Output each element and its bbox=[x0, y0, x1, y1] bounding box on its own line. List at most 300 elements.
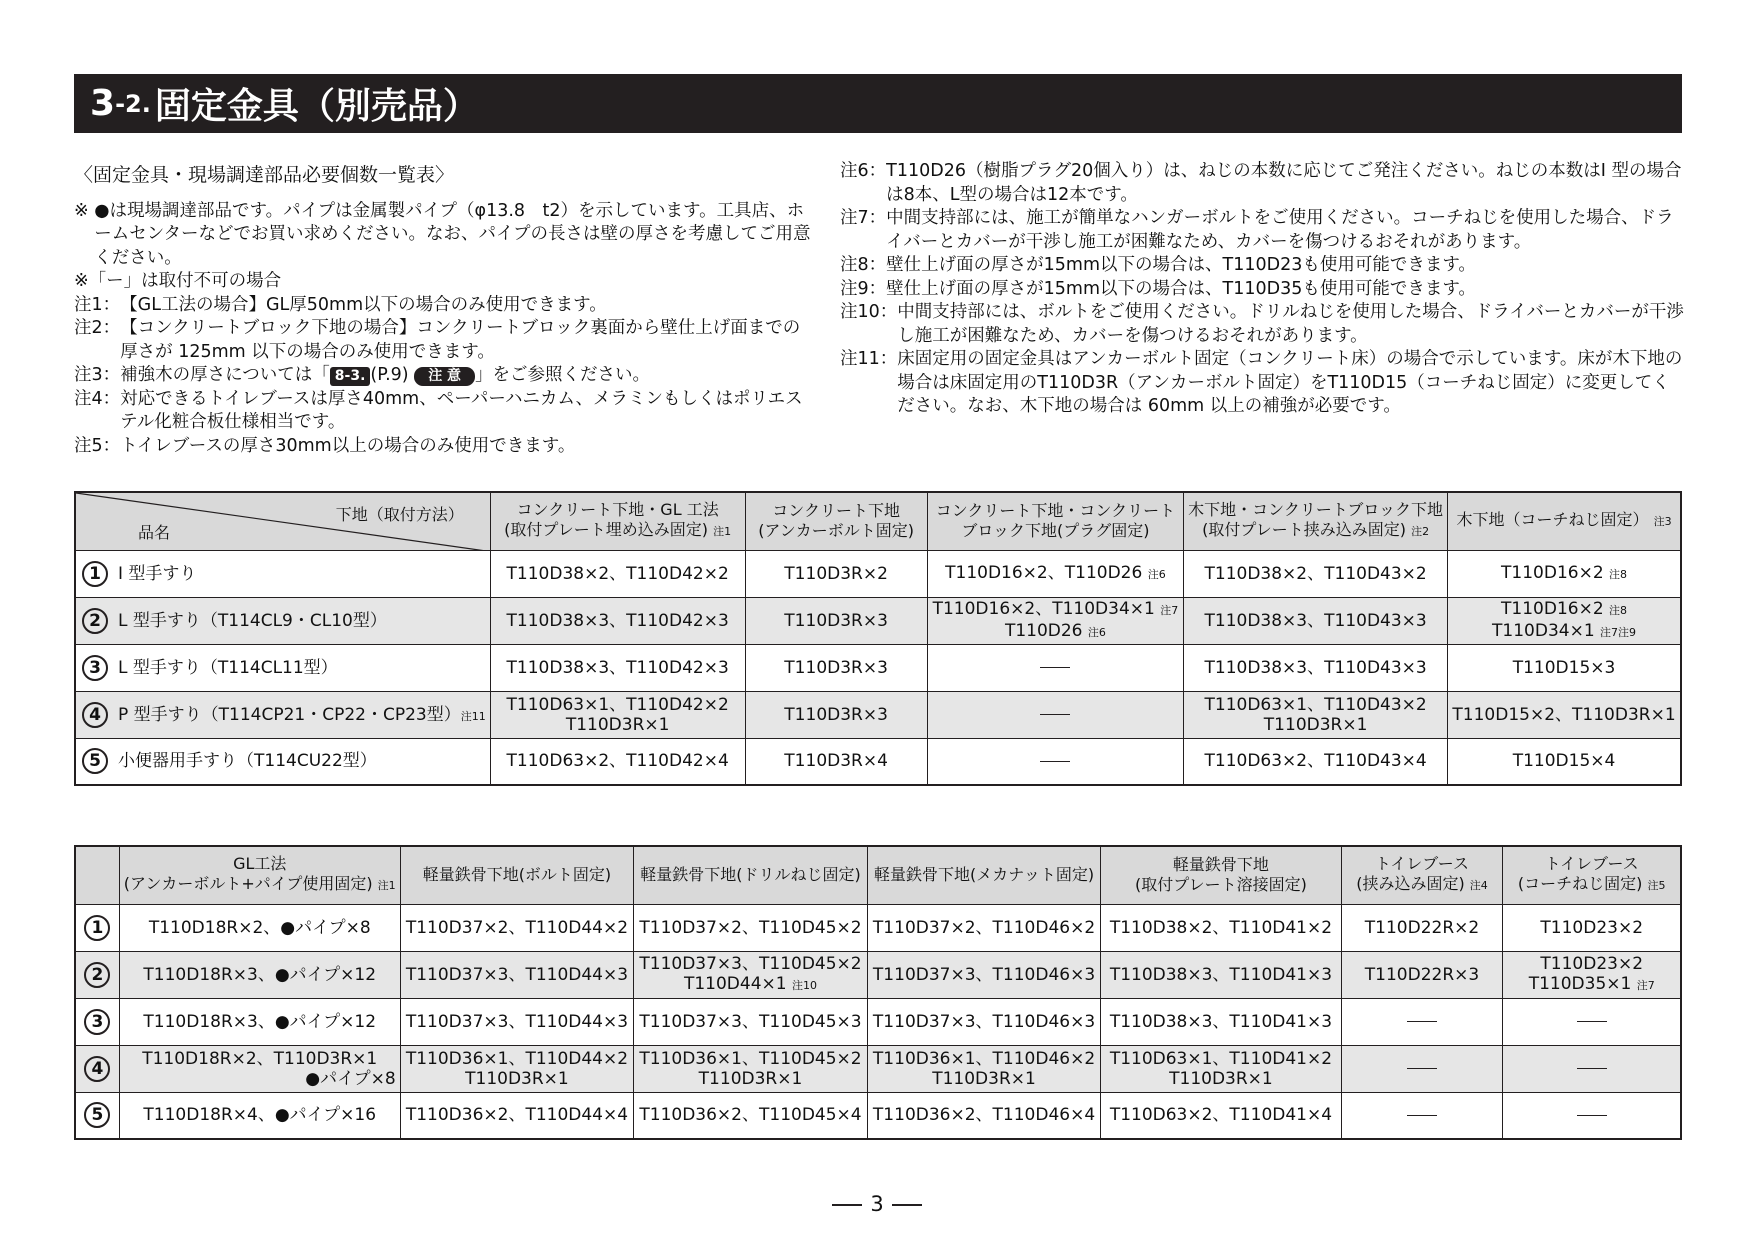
note-1 bbox=[74, 294, 814, 318]
parts-cell bbox=[745, 691, 927, 738]
parts-line: T110D18R×4、●パイプ×16 bbox=[143, 1105, 377, 1126]
dash-mark bbox=[1040, 714, 1070, 715]
parts-cell bbox=[119, 1045, 400, 1092]
parts-line bbox=[638, 974, 863, 996]
header-line-2 bbox=[1188, 520, 1443, 542]
parts-text: T110D26 bbox=[1004, 620, 1083, 641]
parts-cell bbox=[119, 1092, 400, 1139]
note-text: ●は現場調達部品です。パイプは金属製パイプ（φ13.8 t2）を示しています。工具店、ホームセンターなどでお買い求めください。なお、パイプの長さは壁の厚さを考慮してご用意ください。 bbox=[94, 200, 811, 268]
parts-line: T110D38×3、T110D41×3 bbox=[1109, 1011, 1333, 1032]
parts-cell bbox=[745, 550, 927, 597]
note-text: T110D26（樹脂プラグ20個入り）は、ねじの本数に応じてご発注ください。ねじの本数はI 型の場合は8本、L型の場合は12本です。 bbox=[886, 161, 1682, 205]
header-text: (挟み込み固定) bbox=[1356, 874, 1465, 894]
parts-text: T110D15×3 bbox=[1512, 657, 1616, 678]
table-row bbox=[75, 998, 1681, 1045]
header-line-2 bbox=[932, 521, 1180, 541]
parts-cell bbox=[1101, 904, 1341, 951]
parts-line: T110D36×2、T110D45×4 bbox=[639, 1105, 862, 1126]
product-name-cell bbox=[75, 644, 490, 691]
row-number-badge: 1 bbox=[84, 915, 110, 941]
parts-cell bbox=[490, 597, 745, 644]
header-text: (取付プレート溶接固定) bbox=[1135, 875, 1307, 895]
parts-line bbox=[1452, 705, 1676, 725]
note-text: トイレブースの厚さ30mm以上の場合のみ使用できます。 bbox=[120, 435, 576, 456]
parts-line bbox=[872, 1069, 1097, 1089]
parts-cell bbox=[400, 904, 634, 951]
parts-line: T110D38×3、T110D42×3 bbox=[506, 610, 729, 631]
header-text: ブロック下地(プラグ固定) bbox=[961, 521, 1150, 541]
column-header bbox=[867, 846, 1101, 904]
parts-cell bbox=[867, 904, 1101, 951]
table-row bbox=[75, 1092, 1681, 1139]
parts-cell bbox=[1184, 644, 1448, 691]
parts-cell bbox=[1184, 597, 1448, 644]
parts-line: T110D36×1、T110D45×2 bbox=[639, 1048, 862, 1069]
header-line-1 bbox=[1507, 854, 1676, 874]
dash-mark bbox=[1407, 1115, 1437, 1116]
parts-line: T110D36×2、T110D46×4 bbox=[872, 1105, 1096, 1126]
header-line-1 bbox=[638, 865, 863, 885]
dash-mark bbox=[1040, 667, 1070, 668]
parts-cell bbox=[1448, 597, 1681, 644]
note-text: ※「ー」は取付不可の場合 bbox=[74, 271, 282, 291]
parts-line: T110D38×2、T110D41×2 bbox=[1109, 917, 1333, 938]
table-row bbox=[75, 738, 1681, 785]
parts-cell bbox=[867, 998, 1101, 1045]
table-row bbox=[75, 691, 1681, 738]
parts-line: T110D18R×2、T110D3R×1 bbox=[142, 1048, 378, 1069]
corner-header bbox=[75, 492, 490, 550]
note-label: 注2： bbox=[74, 318, 121, 338]
header-text: トイレブース bbox=[1375, 854, 1469, 874]
row-number-cell bbox=[75, 1045, 119, 1092]
note-ref: 注1 bbox=[377, 879, 396, 893]
row-number-badge: 5 bbox=[82, 748, 108, 774]
parts-line: T110D38×3、T110D43×3 bbox=[1204, 657, 1427, 678]
product-name-cell bbox=[75, 691, 490, 738]
parts-cell bbox=[634, 951, 868, 998]
not-applicable-cell bbox=[927, 691, 1184, 738]
not-applicable-cell bbox=[927, 738, 1184, 785]
page-dash-left bbox=[832, 1204, 862, 1206]
product-name: L 型手すり（T114CL11型） bbox=[118, 657, 338, 678]
parts-text: T110D16×2、T110D34×1 bbox=[932, 598, 1155, 619]
parts-cell bbox=[1448, 738, 1681, 785]
parts-line: T110D63×1、T110D41×2 bbox=[1109, 1048, 1333, 1069]
note-text: 対応できるトイレブースは厚さ40mm、ペーパーハニカム、メラミンもしくはポリエステル化粧合板仕様相当です。 bbox=[120, 388, 803, 432]
row-number-badge: 1 bbox=[82, 561, 108, 587]
parts-cell bbox=[119, 998, 400, 1045]
header-text: 軽量鉄骨下地(メカナット固定) bbox=[873, 865, 1095, 885]
parts-text: T110D3R×1 bbox=[465, 1068, 569, 1089]
header-line-1 bbox=[750, 501, 923, 521]
product-name-cell bbox=[75, 738, 490, 785]
note-right-7 bbox=[840, 207, 1685, 254]
parts-line bbox=[932, 563, 1180, 585]
note-3 bbox=[74, 364, 814, 388]
not-applicable-cell bbox=[1503, 1092, 1681, 1139]
row-number-badge: 4 bbox=[84, 1056, 110, 1082]
parts-cell bbox=[1448, 550, 1681, 597]
row-number-badge: 5 bbox=[84, 1102, 110, 1128]
note-dash-meaning bbox=[74, 270, 814, 294]
parts-line: T110D63×2、T110D43×4 bbox=[1204, 751, 1427, 772]
header-line-1 bbox=[124, 854, 396, 874]
parts-line: T110D3R×3 bbox=[784, 657, 888, 678]
not-applicable-cell bbox=[1341, 1045, 1503, 1092]
dash-mark bbox=[1577, 1115, 1607, 1116]
note-label: 注4： bbox=[74, 388, 121, 409]
row-number-badge: 2 bbox=[82, 608, 108, 634]
row-number-cell bbox=[75, 998, 119, 1045]
note-asterisk bbox=[74, 200, 814, 271]
dash-mark bbox=[1577, 1021, 1607, 1022]
header-line-1 bbox=[1105, 855, 1336, 875]
parts-line bbox=[1452, 751, 1676, 771]
header-line-2 bbox=[1105, 875, 1336, 895]
page-ref: (P.9) bbox=[370, 365, 409, 385]
row-number-cell bbox=[75, 904, 119, 951]
note-ref: 注3 bbox=[1653, 515, 1672, 529]
parts-line bbox=[932, 599, 1180, 621]
parts-line bbox=[1452, 563, 1676, 585]
note-right-6 bbox=[840, 160, 1685, 207]
parts-line bbox=[1507, 974, 1676, 996]
note-ref: 注10 bbox=[792, 978, 817, 992]
parts-cell bbox=[1341, 904, 1503, 951]
header-line-1 bbox=[495, 500, 741, 520]
column-header bbox=[400, 846, 634, 904]
note3-post: 」をご参照ください。 bbox=[475, 365, 651, 385]
note-text: 【GL工法の場合】GL厚50mm以下の場合のみ使用できます。 bbox=[120, 294, 607, 315]
parts-text: T110D3R×1 bbox=[932, 1068, 1036, 1089]
parts-line bbox=[405, 1069, 630, 1089]
parts-line: T110D63×2、T110D42×4 bbox=[506, 751, 729, 772]
note-right-8 bbox=[840, 254, 1685, 278]
header-line-1 bbox=[1188, 500, 1443, 520]
parts-cell bbox=[927, 597, 1184, 644]
parts-line: T110D36×1、T110D46×2 bbox=[872, 1048, 1096, 1069]
note-right-9 bbox=[840, 278, 1685, 302]
parts-line: T110D38×3、T110D42×3 bbox=[506, 657, 729, 678]
row-number-badge: 4 bbox=[82, 702, 108, 728]
parts-line bbox=[932, 621, 1180, 643]
parts-cell bbox=[1101, 951, 1341, 998]
list-heading: 〈固定金具・現場調達部品必要個数一覧表〉 bbox=[74, 164, 455, 186]
note-label: 注9： bbox=[840, 278, 887, 299]
column-header bbox=[490, 492, 745, 550]
parts-line: T110D3R×3 bbox=[784, 610, 888, 631]
column-header bbox=[1448, 492, 1681, 550]
header-text: 木下地・コンクリートブロック下地 bbox=[1188, 500, 1444, 520]
dash-mark bbox=[1407, 1068, 1437, 1069]
note-label: ※ bbox=[74, 200, 95, 221]
column-header bbox=[1101, 846, 1341, 904]
row-number-cell bbox=[75, 1092, 119, 1139]
header-text: (アンカーボルト固定) bbox=[758, 521, 915, 541]
dash-mark bbox=[1040, 761, 1070, 762]
note-ref: 注1 bbox=[713, 525, 732, 539]
parts-line: T110D36×1、T110D44×2 bbox=[405, 1048, 629, 1069]
dash-mark bbox=[1577, 1068, 1607, 1069]
note-label: 注10： bbox=[840, 302, 898, 322]
parts-text: ●パイプ×8 bbox=[305, 1068, 396, 1089]
column-header bbox=[119, 846, 400, 904]
product-name: L 型手すり（T114CL9・CL10型） bbox=[118, 610, 387, 631]
parts-line: T110D3R×4 bbox=[784, 751, 888, 772]
table-row bbox=[75, 550, 1681, 597]
parts-line: T110D38×3、T110D43×3 bbox=[1204, 610, 1427, 631]
note-label: 注11： bbox=[840, 349, 898, 369]
note-ref: 注8 bbox=[1609, 567, 1628, 581]
parts-cell bbox=[119, 951, 400, 998]
note-ref: 注7 bbox=[1160, 603, 1179, 617]
note-ref: 注4 bbox=[1469, 879, 1488, 893]
fixture-table-1 bbox=[74, 491, 1682, 786]
header-line-1 bbox=[1346, 854, 1499, 874]
note-right-11 bbox=[840, 348, 1685, 419]
parts-text: T110D44×1 bbox=[683, 973, 787, 994]
note-ref: 注6 bbox=[1087, 625, 1106, 639]
parts-cell bbox=[1184, 691, 1448, 738]
header-line-2 bbox=[1507, 874, 1676, 896]
parts-text: T110D35×1 bbox=[1528, 973, 1632, 994]
note-text bbox=[120, 364, 814, 388]
column-header bbox=[1503, 846, 1681, 904]
parts-line: T110D23×2 bbox=[1540, 953, 1644, 974]
parts-line: T110D37×3、T110D46×3 bbox=[872, 964, 1096, 985]
row-number-badge: 3 bbox=[84, 1009, 110, 1035]
page-number bbox=[0, 1192, 1754, 1216]
header-text: 軽量鉄骨下地 bbox=[1172, 855, 1269, 875]
header-line-1 bbox=[932, 501, 1180, 521]
parts-line bbox=[1452, 658, 1676, 678]
parts-cell bbox=[490, 644, 745, 691]
parts-line: T110D37×2、T110D46×2 bbox=[872, 917, 1096, 938]
column-header bbox=[634, 846, 868, 904]
header-text: (アンカーボルト+パイプ使用固定) bbox=[123, 874, 373, 894]
parts-text: T110D15×4 bbox=[1512, 751, 1616, 772]
header-text: 木下地（コーチねじ固定） bbox=[1456, 510, 1649, 530]
parts-cell bbox=[867, 1092, 1101, 1139]
note-text: 床固定用の固定金具はアンカーボルト固定（コンクリート床）の場合で示しています。床が木下地の場合は床固定用のT110D3R（アンカーボルト固定）をT110D15（コーチねじ固定）に変更してください。なお、木下地の場合は 60mm 以上の補強が必要です。 bbox=[897, 349, 1683, 416]
header-line-2 bbox=[750, 521, 923, 541]
parts-text: T110D34×1 bbox=[1492, 620, 1595, 641]
table-row bbox=[75, 951, 1681, 998]
parts-cell bbox=[927, 550, 1184, 597]
parts-cell bbox=[634, 1092, 868, 1139]
table-row bbox=[75, 597, 1681, 644]
note-ref: 注2 bbox=[1411, 525, 1430, 539]
parts-line: T110D38×2、T110D42×2 bbox=[506, 563, 729, 584]
parts-text: T110D15×2、T110D3R×1 bbox=[1452, 704, 1676, 725]
header-text: (コーチねじ固定) bbox=[1517, 874, 1643, 894]
note-text: 壁仕上げ面の厚さが15mm以下の場合は、T110D23も使用可能できます。 bbox=[886, 255, 1476, 275]
header-text: (取付プレート埋め込み固定) bbox=[504, 520, 709, 540]
header-text: GL工法 bbox=[233, 854, 287, 874]
parts-cell bbox=[400, 1092, 634, 1139]
parts-line: T110D37×3、T110D44×3 bbox=[405, 964, 629, 985]
note-label: 注3： bbox=[74, 365, 121, 385]
not-applicable-cell bbox=[1503, 998, 1681, 1045]
parts-cell bbox=[634, 1045, 868, 1092]
notes-right bbox=[840, 160, 1685, 419]
column-header bbox=[1184, 492, 1448, 550]
note-ref: 注5 bbox=[1647, 879, 1666, 893]
note-5 bbox=[74, 435, 814, 459]
parts-cell bbox=[634, 998, 868, 1045]
parts-line: T110D18R×3、●パイプ×12 bbox=[143, 1011, 377, 1032]
section-title: 固定金具（別売品） bbox=[154, 86, 479, 127]
product-name-cell bbox=[75, 550, 490, 597]
parts-text: T110D16×2 bbox=[1501, 598, 1604, 619]
header-line-1 bbox=[1452, 510, 1676, 532]
parts-cell bbox=[1448, 644, 1681, 691]
note-right-10 bbox=[840, 301, 1685, 348]
note-label: 注5： bbox=[74, 435, 121, 456]
parts-cell bbox=[1101, 1092, 1341, 1139]
parts-cell bbox=[1448, 691, 1681, 738]
parts-text: T110D16×2 bbox=[1501, 562, 1604, 583]
header-text: 軽量鉄骨下地(ドリルねじ固定) bbox=[640, 865, 861, 885]
parts-line: T110D3R×1 bbox=[565, 714, 670, 735]
parts-line: T110D18R×3、●パイプ×12 bbox=[143, 964, 377, 985]
parts-line: T110D3R×1 bbox=[1263, 714, 1368, 735]
parts-cell bbox=[119, 904, 400, 951]
section-ref-badge: 8-3. bbox=[330, 367, 371, 386]
parts-cell bbox=[400, 1045, 634, 1092]
product-name: P 型手すり（T114CP21・CP22・CP23型） bbox=[118, 704, 461, 725]
parts-line: T110D37×2、T110D45×2 bbox=[639, 917, 862, 938]
section-number: 3 bbox=[90, 83, 116, 124]
parts-cell bbox=[490, 738, 745, 785]
parts-line: T110D22R×3 bbox=[1364, 964, 1480, 985]
parts-cell bbox=[400, 951, 634, 998]
parts-cell bbox=[1101, 1045, 1341, 1092]
note-text: 【コンクリートブロック下地の場合】コンクリートブロック裏面から壁仕上げ面までの厚さが 125mm 以下の場合のみ使用できます。 bbox=[120, 318, 801, 362]
header-text: 軽量鉄骨下地(ボルト固定) bbox=[422, 865, 612, 885]
corner-top-label: 下地（取付方法） bbox=[335, 505, 464, 524]
parts-cell bbox=[490, 691, 745, 738]
note-ref: 注6 bbox=[1147, 567, 1166, 581]
section-title-bar bbox=[74, 74, 1682, 133]
row-number-badge: 3 bbox=[82, 655, 108, 681]
caution-badge: 注 意 bbox=[414, 367, 475, 386]
column-header bbox=[1341, 846, 1503, 904]
header-text: トイレブース bbox=[1544, 854, 1639, 874]
section-subnumber: -2. bbox=[115, 89, 151, 118]
parts-line: T110D38×3、T110D41×3 bbox=[1109, 964, 1333, 985]
header-line-2 bbox=[124, 874, 396, 896]
note-ref: 注7 bbox=[1636, 978, 1655, 992]
note-ref: 注8 bbox=[1609, 603, 1628, 617]
parts-cell bbox=[1184, 738, 1448, 785]
note-text: 壁仕上げ面の厚さが15mm以下の場合は、T110D35も使用可能できます。 bbox=[886, 278, 1476, 299]
note-text: 中間支持部には、施工が簡単なハンガーボルトをご使用ください。コーチねじを使用した場合、ドライバーとカバーが干渉し施工が困難なため、カバーを傷つけるおそれがあります。 bbox=[886, 208, 1674, 252]
parts-line: T110D37×3、T110D44×3 bbox=[405, 1011, 629, 1032]
parts-line: T110D3R×2 bbox=[784, 563, 888, 584]
parts-line: T110D63×2、T110D41×4 bbox=[1109, 1105, 1333, 1126]
note-label: 注7： bbox=[840, 208, 887, 228]
note-ref: 注11 bbox=[460, 709, 486, 723]
header-line-2 bbox=[1346, 874, 1499, 896]
parts-cell bbox=[1503, 904, 1681, 951]
corner-bottom-label: 品名 bbox=[138, 523, 171, 542]
parts-cell bbox=[634, 904, 868, 951]
header-text: コンクリート下地・コンクリート bbox=[935, 501, 1176, 521]
header-line-1 bbox=[405, 865, 630, 885]
parts-line bbox=[124, 1069, 396, 1089]
not-applicable-cell bbox=[927, 644, 1184, 691]
header-text: (取付プレート挟み込み固定) bbox=[1202, 520, 1406, 540]
note-label: 注1： bbox=[74, 294, 121, 315]
parts-line: T110D3R×3 bbox=[784, 704, 888, 725]
parts-text: T110D3R×1 bbox=[698, 1068, 803, 1089]
dash-mark bbox=[1407, 1021, 1437, 1022]
note-label: 注6： bbox=[840, 161, 887, 181]
parts-cell bbox=[490, 550, 745, 597]
not-applicable-cell bbox=[1503, 1045, 1681, 1092]
parts-line: T110D37×3、T110D45×2 bbox=[639, 953, 862, 974]
notes-left bbox=[74, 164, 814, 458]
page-number-text: 3 bbox=[870, 1192, 884, 1216]
column-header bbox=[745, 492, 927, 550]
fixture-table-2 bbox=[74, 845, 1682, 1140]
parts-cell bbox=[745, 738, 927, 785]
parts-line: T110D36×2、T110D44×4 bbox=[405, 1105, 629, 1126]
table-header-row bbox=[75, 492, 1681, 550]
parts-line bbox=[1452, 599, 1676, 621]
parts-line: T110D23×2 bbox=[1540, 917, 1644, 938]
parts-line: T110D63×1、T110D43×2 bbox=[1204, 694, 1427, 715]
parts-line: T110D18R×2、●パイプ×8 bbox=[148, 917, 371, 938]
not-applicable-cell bbox=[1341, 998, 1503, 1045]
blank-header bbox=[75, 846, 119, 904]
not-applicable-cell bbox=[1341, 1092, 1503, 1139]
header-text: コンクリート下地・GL 工法 bbox=[516, 500, 719, 520]
note-2 bbox=[74, 317, 814, 364]
header-line-1 bbox=[872, 865, 1097, 885]
table-header-row bbox=[75, 846, 1681, 904]
parts-cell bbox=[867, 1045, 1101, 1092]
parts-line: T110D63×1、T110D42×2 bbox=[506, 694, 729, 715]
note-4 bbox=[74, 388, 814, 435]
parts-text: T110D16×2、T110D26 bbox=[945, 562, 1143, 583]
note-ref: 注7注9 bbox=[1600, 625, 1637, 639]
parts-cell bbox=[1101, 998, 1341, 1045]
column-header bbox=[927, 492, 1184, 550]
table-row bbox=[75, 644, 1681, 691]
parts-cell bbox=[400, 998, 634, 1045]
parts-cell bbox=[1503, 951, 1681, 998]
parts-text: T110D3R×1 bbox=[1169, 1068, 1273, 1089]
product-name: 小便器用手すり（T114CU22型） bbox=[118, 751, 377, 772]
parts-line bbox=[638, 1069, 863, 1089]
table-row bbox=[75, 1045, 1681, 1092]
parts-cell bbox=[1341, 951, 1503, 998]
note-label: 注8： bbox=[840, 255, 887, 275]
product-name: I 型手すり bbox=[118, 563, 197, 584]
row-number-badge: 2 bbox=[84, 962, 110, 988]
note3-pre: 補強木の厚さについては「 bbox=[120, 365, 330, 385]
header-line-2 bbox=[495, 520, 741, 542]
parts-line: T110D37×2、T110D44×2 bbox=[405, 917, 629, 938]
parts-line bbox=[1105, 1069, 1336, 1089]
header-text: コンクリート下地 bbox=[772, 501, 900, 521]
page-dash-right bbox=[892, 1204, 922, 1206]
parts-line: T110D37×3、T110D45×3 bbox=[639, 1011, 862, 1032]
parts-cell bbox=[1184, 550, 1448, 597]
